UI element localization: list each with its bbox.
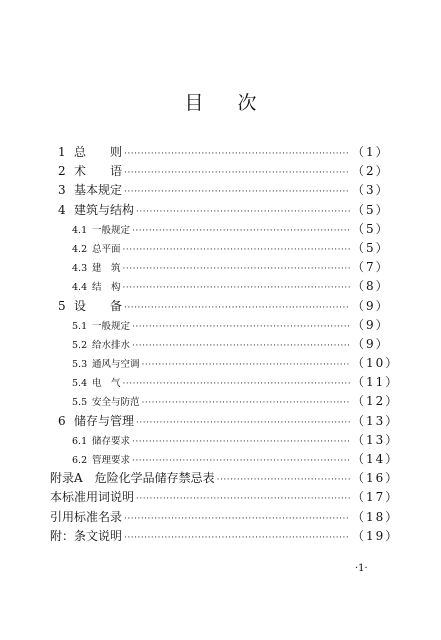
dot-leader	[124, 187, 350, 197]
toc-entry	[58, 297, 388, 316]
toc-entry-label: 管理要求	[92, 455, 131, 466]
toc-entry-page: （9）	[352, 336, 390, 351]
toc-entry-page: （5）	[352, 221, 390, 236]
toc-entry-page: （12）	[352, 394, 400, 409]
toc-entry-page: （7）	[352, 260, 390, 275]
toc-entry	[58, 220, 388, 239]
toc-entry-number: 6.2	[72, 455, 88, 466]
toc-entry-number: 4.3	[72, 263, 88, 275]
toc-entry	[58, 162, 388, 181]
toc-entry-page: （19）	[352, 528, 400, 543]
toc-entry-number: 5.5	[72, 397, 88, 409]
dot-leader	[142, 360, 350, 370]
dot-leader	[136, 207, 350, 217]
dot-leader	[136, 418, 350, 428]
dot-leader	[142, 398, 350, 408]
toc-entry-number: 1	[58, 145, 66, 159]
toc-entry-page: （2）	[352, 164, 390, 179]
toc-entry-number: 4	[58, 202, 66, 217]
toc-entry	[58, 450, 400, 469]
toc-entry-label: 设 备	[74, 298, 123, 313]
toc-entry-page: （16）	[352, 471, 400, 486]
toc-entry	[58, 392, 400, 411]
toc-entry-label: 建筑与结构	[74, 202, 135, 217]
toc-entry-page: （17）	[352, 490, 400, 505]
toc-entry-label: 本标准用词说明	[50, 490, 135, 505]
toc-entry-label: 电 气	[92, 378, 121, 390]
dot-leader	[124, 533, 350, 543]
dot-leader	[123, 283, 350, 293]
toc-entry-number: 5.3	[72, 359, 88, 371]
toc-entry	[58, 316, 388, 335]
dot-leader	[124, 514, 350, 524]
toc-entry-page: （9）	[352, 317, 390, 332]
toc-entry-page: （14）	[352, 452, 400, 466]
toc-entry	[58, 239, 388, 258]
toc-entry-page: （13）	[352, 432, 400, 447]
toc-entry-number: 5	[58, 298, 66, 313]
dot-leader	[123, 264, 350, 274]
toc-entry-number: 4.4	[72, 282, 88, 294]
toc-entry-label: 一般规定	[92, 320, 131, 332]
toc-entry	[50, 488, 400, 507]
toc-entry	[58, 354, 400, 373]
toc-entry-page: （11）	[352, 375, 400, 390]
toc-entry	[58, 335, 388, 354]
toc-entry	[50, 527, 400, 546]
toc-entry-label: 引用标准名录	[50, 509, 123, 524]
dot-leader	[132, 437, 350, 447]
toc-entry-label: 结 构	[92, 282, 121, 294]
dot-leader	[124, 149, 350, 159]
toc-entry	[58, 143, 388, 162]
toc-entry-page: （5）	[352, 202, 390, 217]
toc-entry	[58, 258, 388, 277]
toc-entry-page: （10）	[352, 356, 400, 371]
toc-entry-page: （5）	[352, 240, 390, 255]
title-part-1: 目	[184, 92, 204, 114]
toc-entry	[58, 431, 400, 450]
toc-entry	[50, 469, 400, 488]
toc-entry-number: 4.2	[72, 243, 88, 255]
dot-leader	[132, 226, 350, 236]
toc-entry-label: 基本规定	[74, 183, 123, 198]
toc-entry-number: 2	[58, 164, 66, 179]
toc-entry-label: 储存要求	[92, 435, 131, 447]
toc-entry-label: 一般规定	[92, 224, 131, 236]
toc-entry-label: 术 语	[74, 164, 123, 179]
dot-leader	[132, 456, 350, 466]
title-part-2: 次	[237, 92, 257, 114]
toc-entry-page: （18）	[352, 509, 400, 524]
toc-entry-label: 安全与防范	[92, 397, 140, 409]
toc-entry-label: 总平面	[92, 243, 121, 255]
toc-entry-number: 5.2	[72, 339, 88, 351]
toc-entry-label: 通风与空调	[92, 359, 140, 371]
dot-leader	[124, 303, 350, 313]
toc-entry-label: 附录A 危险化学品储存禁忌表	[50, 471, 215, 486]
page-title	[0, 88, 441, 115]
toc-entry-number: 5.1	[72, 320, 88, 332]
toc-entry	[58, 373, 400, 392]
dot-leader	[217, 475, 350, 485]
toc-entry-page: （1）	[352, 145, 390, 159]
toc-entry-number: 3	[58, 183, 66, 198]
page-number: ·1·	[355, 563, 368, 574]
toc-entry-page: （13）	[352, 413, 400, 428]
dot-leader	[123, 245, 350, 255]
toc-entry-number: 4.1	[72, 224, 88, 236]
dot-leader	[132, 322, 350, 332]
table-of-contents	[50, 143, 400, 546]
toc-entry	[58, 277, 388, 296]
toc-entry-label: 储存与管理	[74, 413, 135, 428]
dot-leader	[132, 341, 350, 351]
toc-entry-page: （3）	[352, 183, 390, 198]
toc-entry-label: 附：条文说明	[50, 528, 123, 543]
dot-leader	[123, 379, 350, 389]
toc-entry	[58, 412, 400, 431]
toc-entry	[50, 508, 400, 527]
toc-entry-page: （9）	[352, 298, 390, 313]
toc-entry	[58, 201, 388, 220]
toc-entry-page: （8）	[352, 279, 390, 294]
toc-entry-number: 6.1	[72, 435, 88, 447]
toc-entry-label: 建 筑	[92, 263, 121, 275]
toc-entry-number: 6	[58, 413, 66, 428]
dot-leader	[136, 494, 350, 504]
toc-entry-label: 给水排水	[92, 339, 131, 351]
toc-entry-number: 5.4	[72, 378, 88, 390]
toc-entry-label: 总 则	[74, 145, 123, 159]
toc-entry	[58, 181, 388, 200]
dot-leader	[124, 168, 350, 178]
